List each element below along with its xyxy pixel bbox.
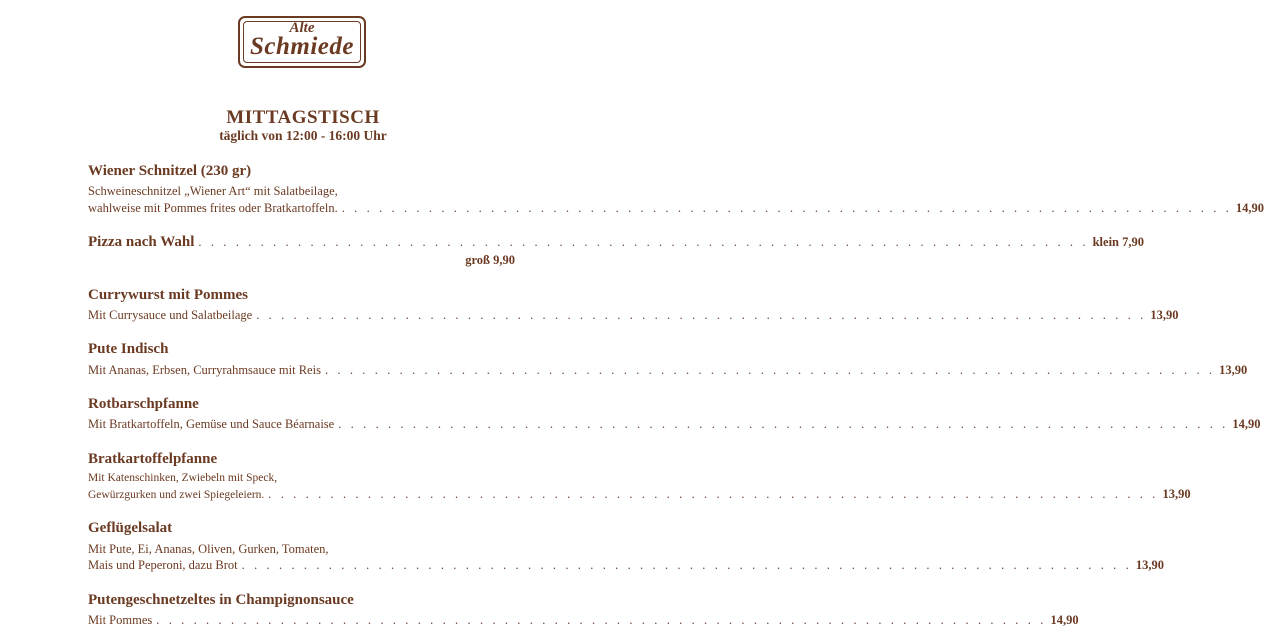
dot-leader: . . . . . . . . . . . . . . . . . . . . . . . . . . . . . . . . . . . . . . . . . . . . . . . . . . . . . . . . . . . . . . . . . . . . . . . . xyxy=(198,235,1089,249)
dot-leader: . . . . . . . . . . . . . . . . . . . . . . . . . . . . . . . . . . . . . . . . . . . . . . . . . . . . . . . . . . . . . . . . . . . . . . . . xyxy=(156,613,1047,627)
dish-desc-pute-indisch xyxy=(88,362,1248,378)
dish-title-pute-indisch: Pute Indisch xyxy=(88,341,169,357)
dish-desc-gefluegelsalat-1 xyxy=(88,541,515,557)
dish-title-wiener-schnitzel: Wiener Schnitzel (230 gr) xyxy=(88,163,252,179)
dish-desc-text: Mais und Peperoni, dazu Brot xyxy=(88,558,238,572)
dish-desc-bratkartoffelpfanne-1 xyxy=(88,470,515,486)
dot-leader: . . . . . . . . . . . . . . . . . . . . . . . . . . . . . . . . . . . . . . . . . . . . . . . . . . . . . . . . . . . . . . . . . . . . . . . . xyxy=(341,201,1232,215)
dish-title-bratkartoffelpfanne: Bratkartoffelpfanne xyxy=(88,451,218,467)
page-subtitle: täglich von 12:00 - 16:00 Uhr xyxy=(219,128,387,143)
dish-price: 13,90 xyxy=(1135,558,1164,572)
dot-leader: . . . . . . . . . . . . . . . . . . . . . . . . . . . . . . . . . . . . . . . . . . . . . . . . . . . . . . . . . . . . . . . . . . . . . . . . xyxy=(268,487,1159,501)
dish-desc-putengeschnetzeltes xyxy=(88,612,1079,628)
dish-title-pizza: Pizza nach Wahl xyxy=(88,234,195,250)
dish-price: 14,90 xyxy=(1232,417,1261,431)
dish-price: 13,90 xyxy=(1150,308,1179,322)
dish-desc-wiener-schnitzel-1 xyxy=(88,183,515,199)
dish-desc-text: Schweineschnitzel „Wiener Art“ mit Salatbeilage, xyxy=(88,184,338,198)
logo-line-2: Schmiede xyxy=(250,33,354,60)
dish-desc-currywurst xyxy=(88,307,1179,323)
dot-leader: . . . . . . . . . . . . . . . . . . . . . . . . . . . . . . . . . . . . . . . . . . . . . . . . . . . . . . . . . . . . . . . . . . . . . . . . xyxy=(324,363,1216,377)
dish-desc-text: Mit Pommes xyxy=(88,613,153,627)
dish-desc-text: Mit Bratkartoffeln, Gemüse und Sauce Béarnaise xyxy=(88,417,335,431)
dish-title-rotbarschpfanne: Rotbarschpfanne xyxy=(88,396,199,412)
dot-leader: . . . . . . . . . . . . . . . . . . . . . . . . . . . . . . . . . . . . . . . . . . . . . . . . . . . . . . . . . . . . . . . . . . . . . . . . xyxy=(241,558,1132,572)
dish-desc-text: Mit Katenschinken, Zwiebeln mit Speck, xyxy=(88,472,278,484)
dish-price: 14,90 xyxy=(1235,201,1264,215)
logo-line-1: Alte xyxy=(289,20,315,36)
dish-desc-rotbarschpfanne xyxy=(88,416,1261,432)
dish-desc-text: Mit Pute, Ei, Ananas, Oliven, Gurken, Tomaten, xyxy=(88,542,329,556)
dish-price-large: groß 9,90 xyxy=(465,253,515,267)
dish-price: 13,90 xyxy=(1219,363,1248,377)
dish-price: 14,90 xyxy=(1050,613,1079,627)
dot-leader: . . . . . . . . . . . . . . . . . . . . . . . . . . . . . . . . . . . . . . . . . . . . . . . . . . . . . . . . . . . . . . . . . . . . . . . . xyxy=(338,417,1229,431)
dish-title-currywurst: Currywurst mit Pommes xyxy=(88,287,248,303)
dish-desc-text: wahlweise mit Pommes frites oder Bratkartoffeln. xyxy=(88,201,338,215)
dish-desc-wiener-schnitzel-2 xyxy=(88,200,1264,216)
dish-desc-bratkartoffelpfanne-2 xyxy=(88,486,1191,503)
dish-row-pizza xyxy=(88,234,1144,250)
dish-title-putengeschnetzeltes: Putengeschnetzeltes in Champignonsauce xyxy=(88,592,354,608)
dish-desc-text: Mit Ananas, Erbsen, Curryrahmsauce mit Reis xyxy=(88,363,321,377)
dot-leader: . . . . . . . . . . . . . . . . . . . . . . . . . . . . . . . . . . . . . . . . . . . . . . . . . . . . . . . . . . . . . . . . . . . . . . . . xyxy=(256,308,1147,322)
dish-desc-text: Gewürzgurken und zwei Spiegeleiern. xyxy=(88,489,265,501)
page-title: MITTAGSTISCH xyxy=(226,107,380,128)
restaurant-logo xyxy=(238,16,366,68)
dish-price: 13,90 xyxy=(1162,487,1191,501)
dish-desc-text: Mit Currysauce und Salatbeilage xyxy=(88,308,253,322)
dish-desc-gefluegelsalat-2 xyxy=(88,557,1164,573)
dish-price-small: klein 7,90 xyxy=(1092,235,1144,249)
dish-title-gefluegelsalat: Geflügelsalat xyxy=(88,520,173,536)
